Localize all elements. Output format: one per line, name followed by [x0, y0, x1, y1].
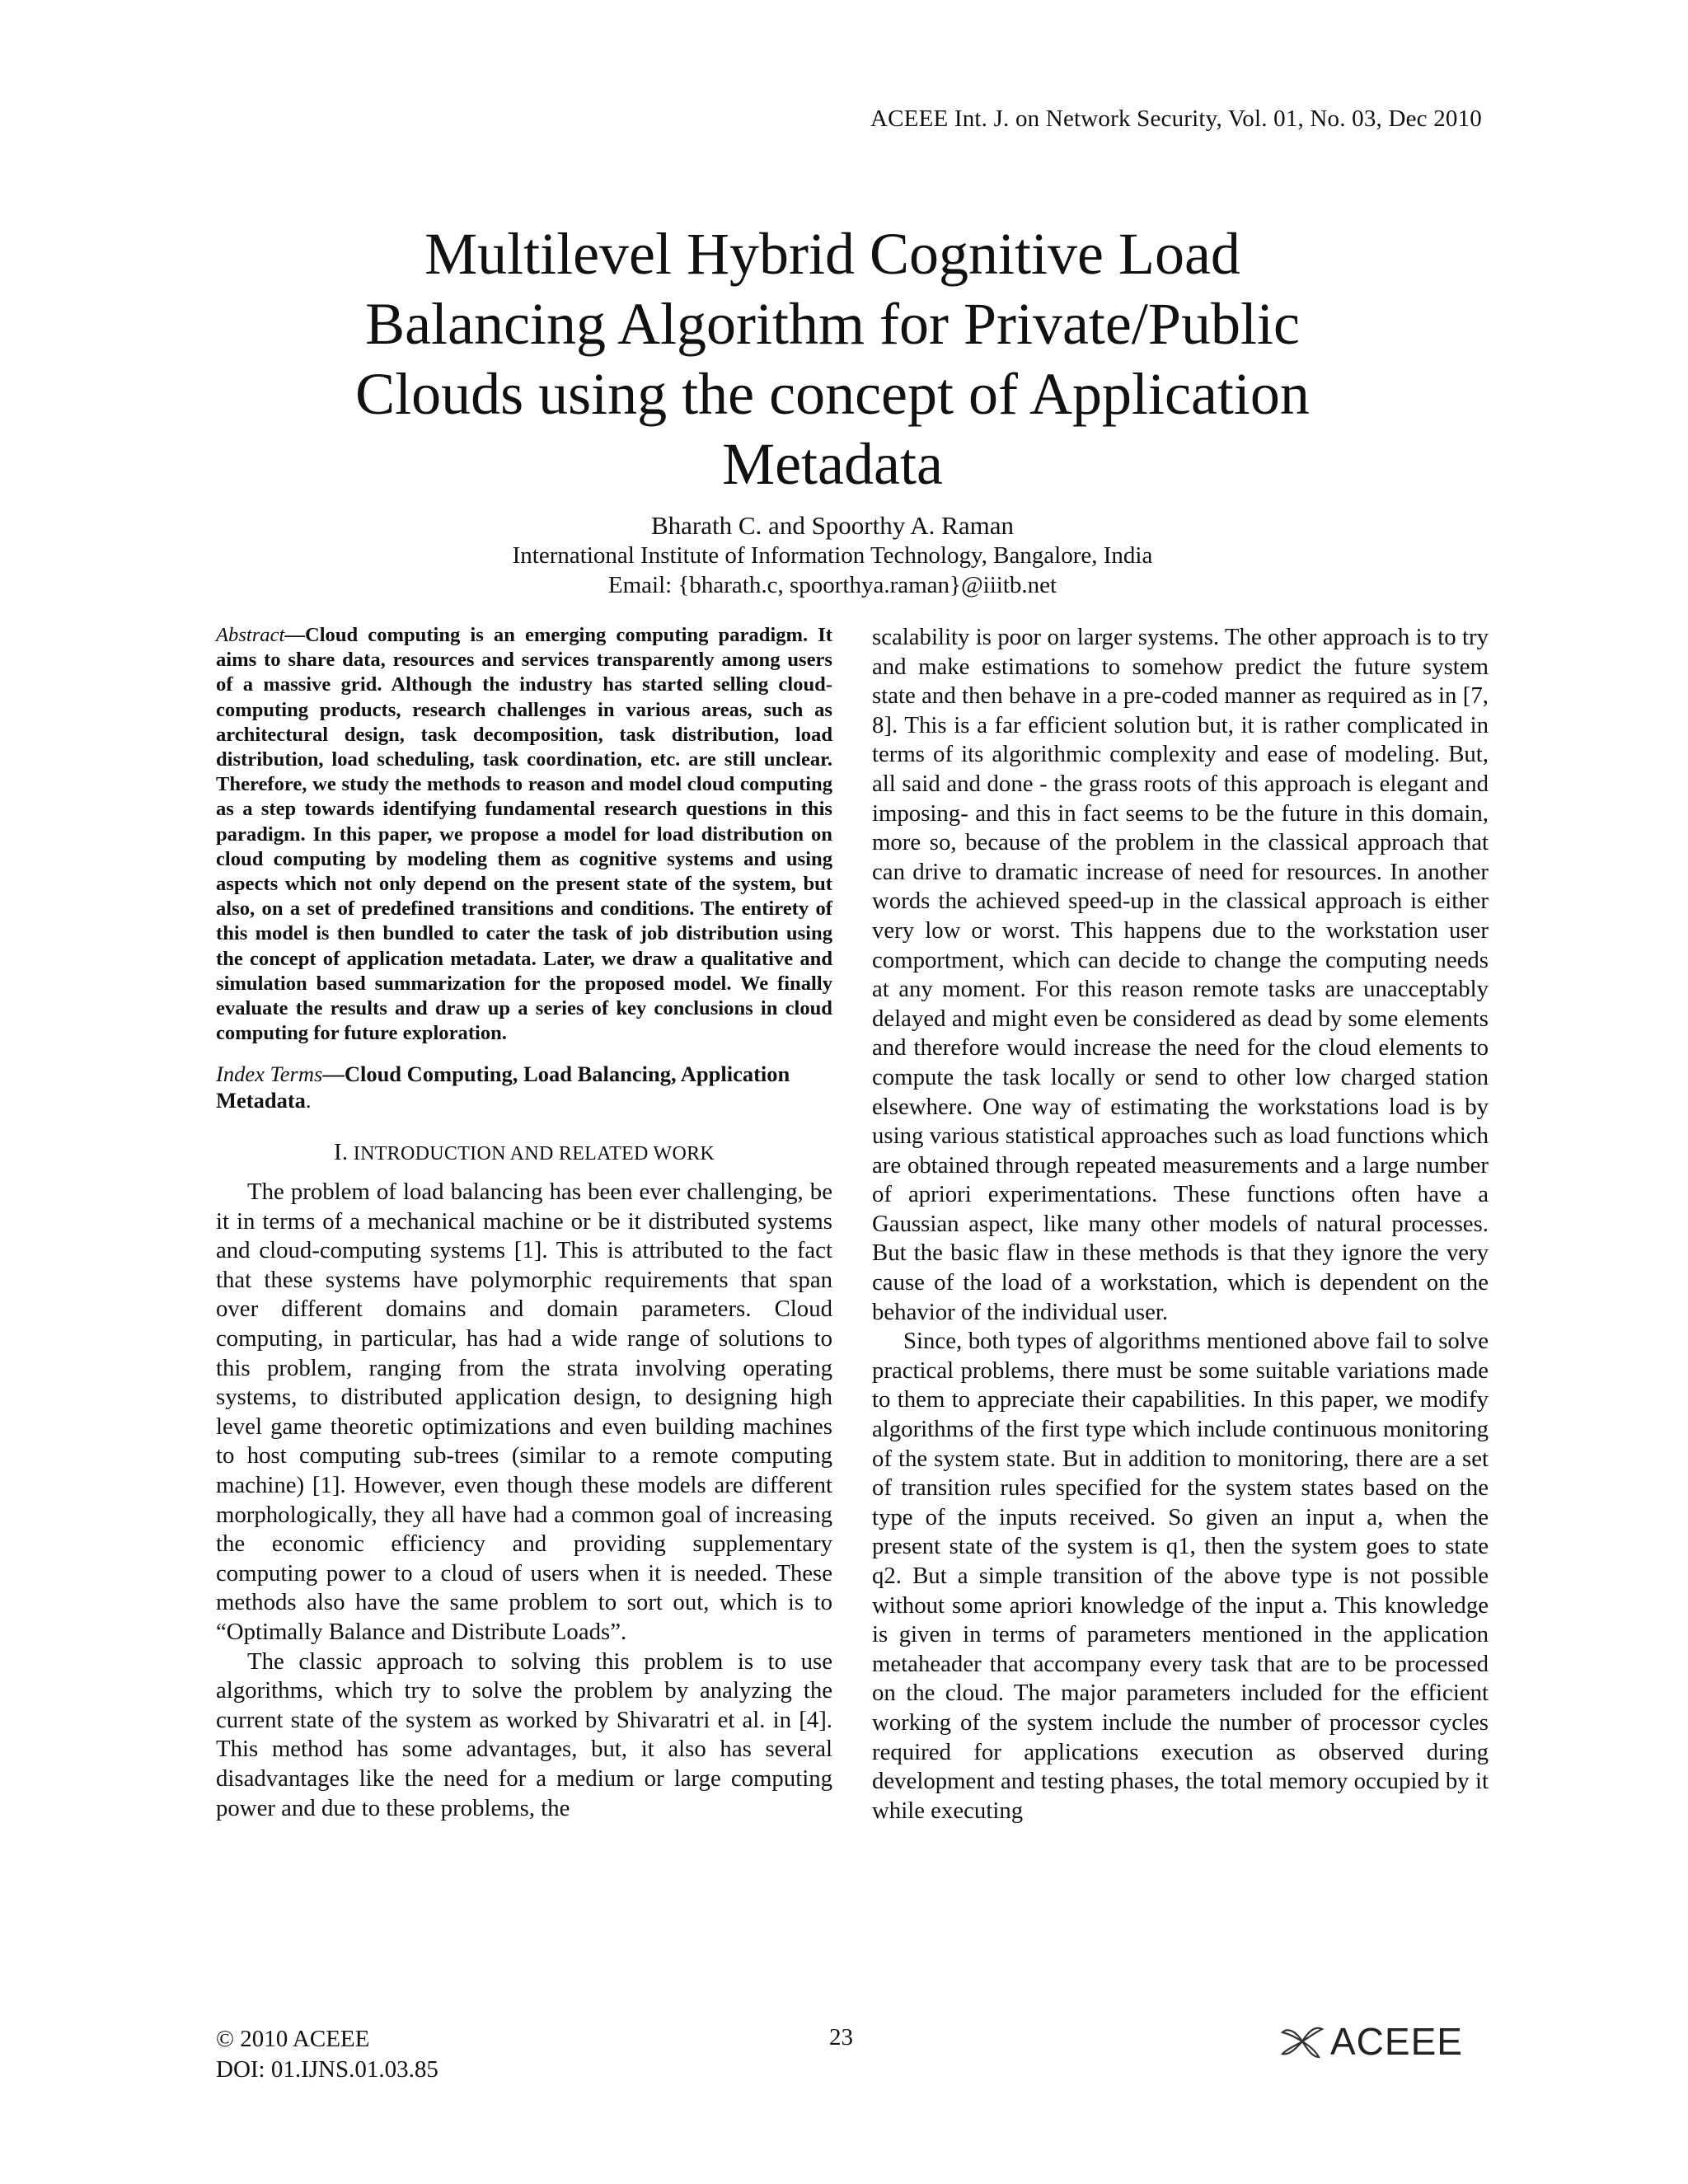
abstract-label: Abstract — [216, 624, 285, 646]
index-terms-text: —Cloud Computing, Load Balancing, Application Metadata — [216, 1062, 790, 1113]
logo-text: ACEEE — [1330, 2020, 1463, 2063]
paper-title — [198, 219, 1467, 499]
section-title: INTRODUCTION AND RELATED WORK — [353, 1143, 715, 1165]
index-terms — [216, 1061, 832, 1113]
footer-left — [216, 2024, 438, 2085]
title-block — [198, 219, 1467, 600]
authors: Bharath C. and Spoorthy A. Raman — [651, 511, 1014, 540]
doi: DOI: 01.IJNS.01.03.85 — [216, 2056, 438, 2083]
left-column — [216, 623, 832, 1823]
abstract — [216, 623, 832, 1046]
title-line-2: Balancing Algorithm for Private/Public — [365, 291, 1300, 357]
section-heading — [216, 1138, 832, 1169]
aceee-logo — [1279, 2019, 1463, 2064]
section-number: I. — [333, 1139, 349, 1166]
affiliation: International Institute of Information Technology, Bangalore, India — [512, 542, 1153, 569]
copyright: © 2010 ACEEE — [216, 2026, 370, 2052]
right-column — [872, 623, 1489, 1825]
paragraph-1: The problem of load balancing has been ever challenging, be it in terms of a mechanical machine or be it distributed systems and cloud-computing systems [1]. This is attributed to the fact that these systems have polymorphic requirements that span over different domains and domain parameters. Cloud computing, in particular, has had a wide range of solutions to this problem, ranging from the strata involving operating systems, to distributed application design, to designing high level game theoretic optimizations and even building machines to host computing sub-trees (similar to a remote computing machine) [1]. However, even though these models are different morphologically, they all have had a common goal of increasing the economic efficiency and providing supplementary computing power to a cloud of users when it is needed. These methods also have the same problem to sort out, which is to “Optimally Balance and Distribute Loads”. — [216, 1179, 832, 1645]
journal-header: ACEEE Int. J. on Network Security, Vol. 01, No. 03, Dec 2010 — [870, 105, 1482, 132]
aceee-logo-icon — [1279, 2022, 1325, 2060]
title-line-3: Clouds using the concept of Application — [355, 361, 1310, 427]
paragraph-2: The classic approach to solving this problem is to use algorithms, which try to solve the problem by analyzing the current state of the system as worked by Shivaratri et al. in [4]. This method has some advantages, but, it also has several disadvantages like the need for a medium or large computing power and due to these problems, the — [216, 1647, 832, 1821]
email: Email: {bharath.c, spoorthya.raman}@iiitb.net — [607, 572, 1057, 598]
title-line-4: Metadata — [722, 431, 943, 497]
paragraph-3: scalability is poor on larger systems. The other approach is to try and make estimations to somehow predict the future system state and then behave in a pre-coded manner as required as in [7, 8]. This is a far efficient solution but, it is rather complicated in terms of its algorithmic complexity and ease of modeling. But, all said and done - the grass roots of this approach is elegant and imposing- and this in fact seems to be the future in this domain, more so, because of the problem in the classical approach that can drive to dramatic increase of need for resources. In another words the achieved speed-up in the classical approach is either very low or worst. This happens due to the workstation user comportment, which can decide to change the computing needs at any moment. For this reason remote tasks are unacceptably delayed and might even be considered as dead by some elements and therefore would increase the need for the cloud elements to compute the task locally or send to other low charged station elsewhere. One way of estimating the workstations load is by using various statistical approaches such as load functions which are obtained through repeated measurements and a large number of apriori experimentations. These functions often have a Gaussian aspect, like many other models of natural processes. But the basic flaw in these methods is that they ignore the very cause of the load of a workstation, which is dependent on the behavior of the individual user. — [872, 624, 1489, 1325]
page-number: 23 — [829, 2024, 853, 2050]
abstract-text: —Cloud computing is an emerging computing paradigm. It aims to share data, resources and services transparently among users of a massive grid. Although the industry has started selling cloud-computing products, research challenges in various areas, such as architectural design, task decomposition, task distribution, load distribution, load scheduling, task coordination, etc. are still unclear. Therefore, we study the methods to reason and model cloud computing as a step towards identifying fundamental research questions in this paradigm. In this paper, we propose a model for load distribution on cloud computing by modeling them as cognitive systems and using aspects which not only depend on the present state of the system, but also, on a set of predefined transitions and conditions. The entirety of this model is then bundled to cater the task of job distribution using the concept of application metadata. Later, we draw a qualitative and simulation based summarization for the proposed model. We finally evaluate the results and draw up a series of key conclusions in cloud computing for future exploration. — [216, 624, 832, 1045]
index-terms-end: . — [305, 1088, 312, 1113]
paragraph-4: Since, both types of algorithms mentioned above fail to solve practical problems, there must be some suitable variations made to them to appreciate their capabilities. In this paper, we modify algorithms of the first type which include continuous monitoring of the system state. But in addition to monitoring, there are a set of transition rules specified for the system states based on the type of the inputs received. So given an input a, when the present state of the system is q1, then the system goes to state q2. But a simple transition of the above type is not possible without some apriori knowledge of the input a. This knowledge is given in terms of parameters mentioned in the application metaheader that accompany every task that are to be processed on the cloud. The major parameters included for the efficient working of the system include the number of processor cycles required for applications execution as observed during development and testing phases, the total memory occupied by it while executing — [872, 1328, 1489, 1824]
index-terms-label: Index Terms — [216, 1062, 323, 1087]
title-line-1: Multilevel Hybrid Cognitive Load — [424, 221, 1240, 287]
